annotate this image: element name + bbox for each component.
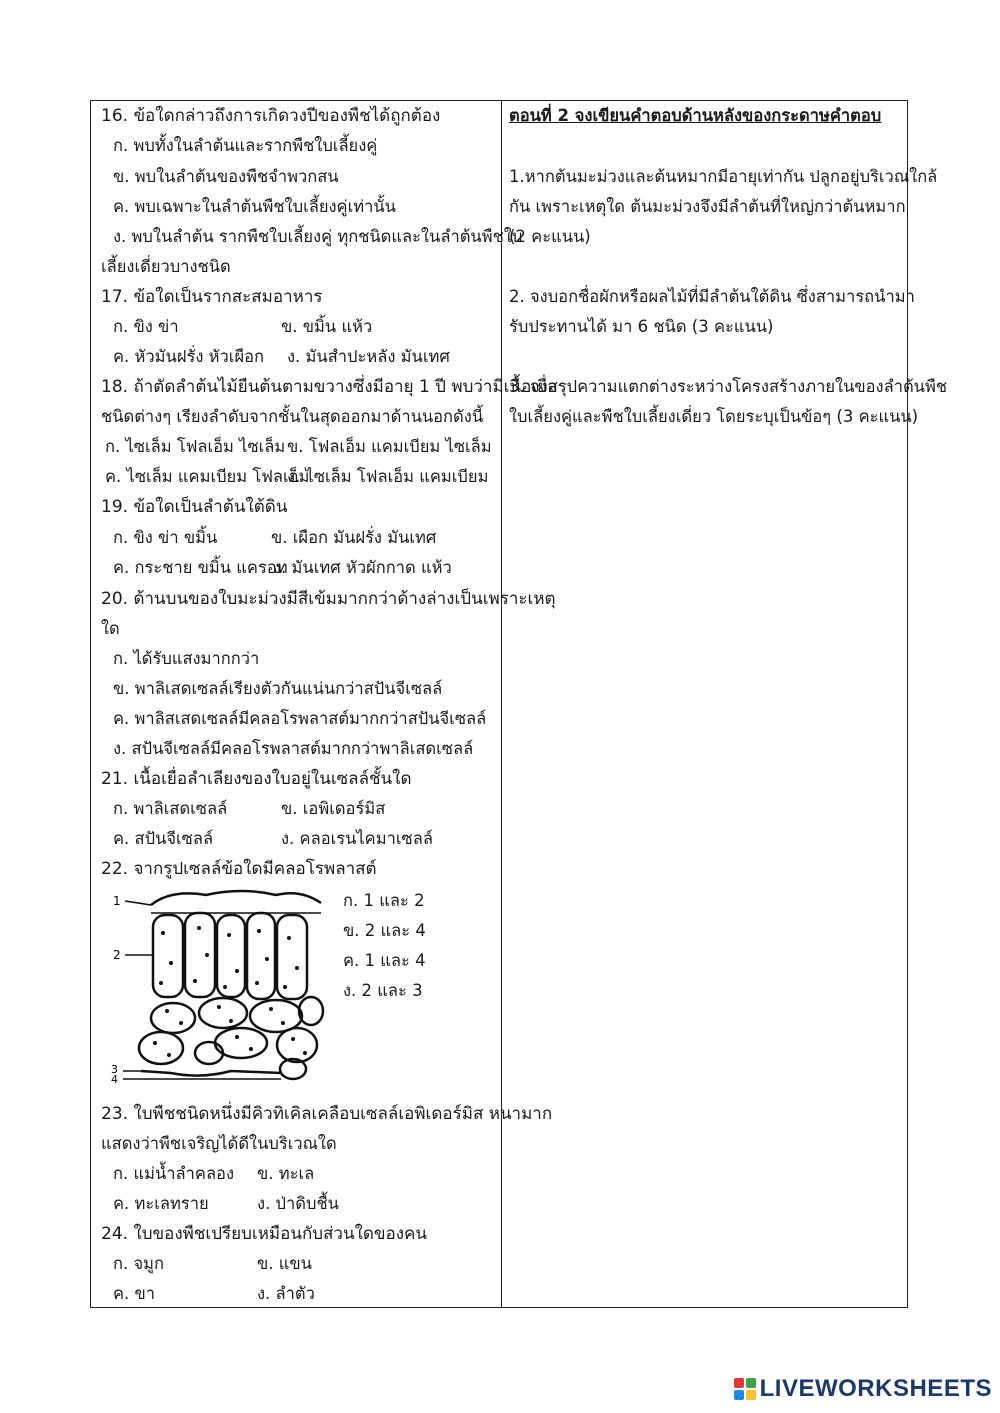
question-18: 18. ถ้าตัดลำต้นไม้ยืนต้นตามขวางซึ่งมีอายุ 1 ปี พบว่ามีเนื้อเยื่อ	[101, 377, 558, 397]
q20-option-a: ก. ได้รับแสงมากกว่า	[113, 649, 260, 668]
part2-q3-line2: ใบเลี้ยงคู่และพืชใบเลี้ยงเดี่ยว โดยระบุเป็นข้อๆ (3 คะแนน)	[509, 407, 919, 426]
q20-option-b: ข. พาลิเสดเซลล์เรียงตัวกันแน่นกว่าสปันจีเซลล์	[113, 679, 443, 698]
diagram-label-1: 1	[113, 894, 121, 908]
part2-q3-line1: 3. จงสรุปความแตกต่างระหว่างโครงสร้างภายในของลำต้นพืช	[509, 377, 948, 396]
question-20-cont: ใด	[101, 619, 120, 638]
column-divider	[501, 101, 502, 1307]
q17-option-a: ก. ขิง ข่า	[113, 317, 179, 336]
q22-option-c: ค. 1 และ 4	[343, 951, 426, 970]
q24-option-c: ค. ขา	[113, 1284, 156, 1303]
q19-option-a: ก. ขิง ข่า ขมิ้น	[113, 528, 218, 547]
question-23-cont: แสดงว่าพืชเจริญได้ดีในบริเวณใด	[101, 1134, 337, 1153]
liveworksheets-wordmark: LIVEWORKSHEETS	[759, 1375, 992, 1402]
q18-option-d: ง. ไซเล็ม โฟลเอ็ม แคมเบียม	[287, 467, 489, 486]
q19-option-b: ข. เผือก มันฝรั่ง มันเทศ	[271, 528, 437, 547]
q24-option-d: ง. ลำตัว	[257, 1284, 315, 1303]
part2-q1-points: (2 คะแนน)	[509, 227, 591, 246]
q16-option-a: ก. พบทั้งในลำต้นและรากพืชใบเลี้ยงคู่	[113, 136, 378, 155]
q21-option-d: ง. คลอเรนไคมาเซลล์	[281, 829, 433, 848]
q18-option-a: ก. ไซเล็ม โฟลเอ็ม ไซเล็ม	[105, 437, 286, 456]
q21-option-b: ข. เอพิเดอร์มิส	[281, 799, 386, 818]
part2-q1-line2: กัน เพราะเหตุใด ต้นมะม่วงจึงมีลำต้นที่ใหญ่กว่าต้นหมาก	[509, 197, 906, 216]
question-18-cont: ชนิดต่างๆ เรียงลำดับจากชั้นในสุดออกมาด้านนอกดังนี้	[101, 407, 484, 426]
q23-option-c: ค. ทะเลทราย	[113, 1194, 209, 1213]
liveworksheets-branding	[734, 1375, 992, 1403]
q16-option-b: ข. พบในลำต้นของพืชจำพวกสน	[113, 167, 339, 186]
diagram-label-4: 4	[111, 1073, 118, 1083]
question-24: 24. ใบของพืชเปรียบเหมือนกับส่วนใดของคน	[101, 1224, 428, 1244]
q22-option-a: ก. 1 และ 2	[343, 891, 425, 910]
q21-option-a: ก. พาลิเสดเซลล์	[113, 799, 228, 818]
q16-option-d: ง. พบในลำต้น รากพืชใบเลี้ยงคู่ ทุกชนิดและในลำต้นพืชใบ	[113, 227, 523, 246]
q23-option-b: ข. ทะเล	[257, 1164, 315, 1183]
q22-option-b: ข. 2 และ 4	[343, 921, 426, 940]
part2-q2-line1: 2. จงบอกชื่อผักหรือผลไม้ที่มีลำต้นใต้ดิน ซึ่งสามารถนำมา	[509, 287, 915, 306]
q18-option-b: ข. โฟลเอ็ม แคมเบียม ไซเล็ม	[287, 437, 492, 456]
part2-q1-line1: 1.หากต้นมะม่วงและต้นหมากมีอายุเท่ากัน ปลูกอยู่บริเวณใกล้	[509, 167, 938, 186]
diagram-label-2: 2	[113, 948, 121, 962]
worksheet-table	[90, 100, 948, 1308]
q23-option-d: ง. ป่าดิบชื้น	[257, 1194, 339, 1213]
q16-option-d-cont: เลี้ยงเดี่ยวบางชนิด	[101, 257, 231, 276]
q24-option-b: ข. แขน	[257, 1254, 312, 1273]
leaf-cell-diagram	[111, 883, 326, 1083]
question-20: 20. ด้านบนของใบมะม่วงมีสีเข้มมากกว่าด้างล่างเป็นเพราะเหตุ	[101, 589, 556, 609]
question-22: 22. จากรูปเซลล์ข้อใดมีคลอโรพลาสต์	[101, 859, 377, 879]
q17-option-d: ง. มันสำปะหลัง มันเทศ	[287, 347, 450, 366]
question-21: 21. เนื้อเยื่อลำเลียงของใบอยู่ในเซลล์ชั้นใด	[101, 769, 412, 789]
diagram-label-3: 3	[111, 1063, 118, 1076]
q24-option-a: ก. จมูก	[113, 1254, 165, 1273]
part-2-heading: ตอนที่ 2 จงเขียนคำตอบด้านหลังของกระดาษคำตอบ	[509, 106, 882, 125]
q21-option-c: ค. สปันจีเซลล์	[113, 829, 214, 848]
part2-q2-line2: รับประทานได้ มา 6 ชนิด (3 คะแนน)	[509, 317, 774, 336]
q19-option-c: ค. กระชาย ขมิ้น แครอท	[113, 558, 288, 577]
q20-option-d: ง. สปันจีเซลล์มีคลอโรพลาสต์มากกว่าพาลิเสดเซลล์	[113, 739, 474, 758]
question-23: 23. ใบพืชชนิดหนึ่งมีคิวทิเคิลเคลือบเซลล์เอพิเดอร์มิส หนามาก	[101, 1104, 553, 1124]
question-17: 17. ข้อใดเป็นรากสะสมอาหาร	[101, 287, 323, 307]
q17-option-c: ค. หัวมันฝรั่ง หัวเผือก	[113, 347, 265, 366]
q16-option-c: ค. พบเฉพาะในลำต้นพืชใบเลี้ยงคู่เท่านั้น	[113, 197, 396, 216]
q22-option-d: ง. 2 และ 3	[343, 981, 423, 1000]
q17-option-b: ข. ขมิ้น แห้ว	[281, 317, 373, 336]
liveworksheets-logo-icon	[734, 1378, 756, 1400]
q19-option-d: ง. มันเทศ หัวผักกาด แห้ว	[273, 558, 452, 577]
question-19: 19. ข้อใดเป็นลำต้นใต้ดิน	[101, 497, 288, 517]
q23-option-a: ก. แม่น้ำลำคลอง	[113, 1164, 235, 1183]
q20-option-c: ค. พาลิสเสดเซลล์มีคลอโรพลาสต์มากกว่าสปันจีเซลล์	[113, 709, 487, 728]
question-16: 16. ข้อใดกล่าวถึงการเกิดวงปีของพืชได้ถูกต้อง	[101, 106, 441, 126]
q18-option-c: ค. ไซเล็ม แคมเบียม โฟลเอ็ม	[105, 467, 310, 486]
